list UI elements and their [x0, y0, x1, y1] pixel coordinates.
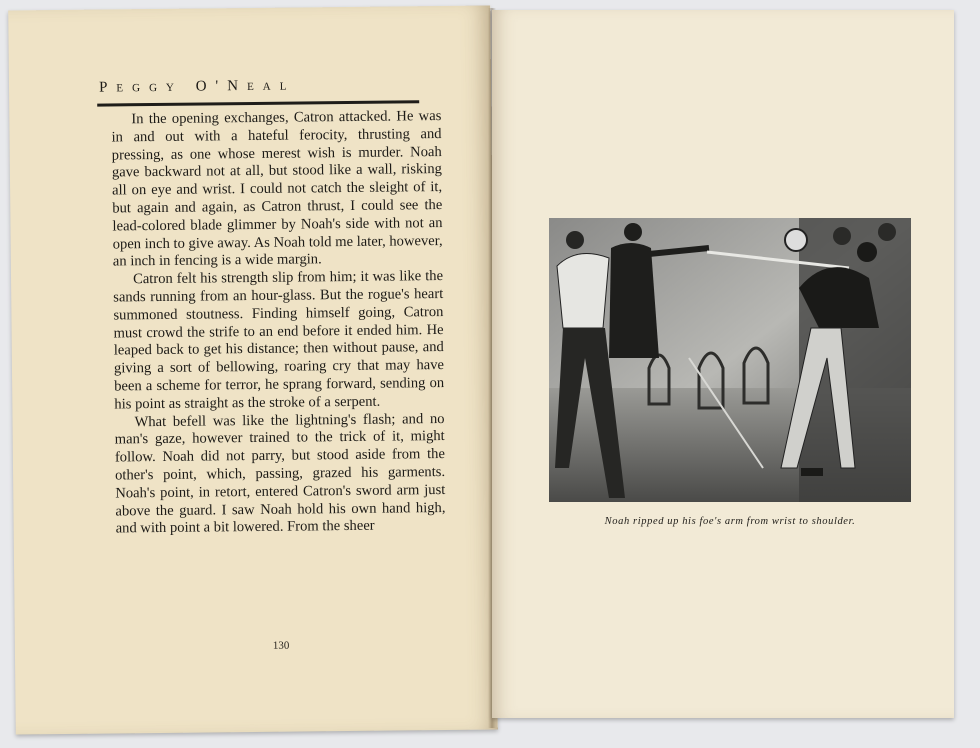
page-body-text [111, 108, 445, 539]
paragraph: Catron felt his strength slip from him; it was like the sands running from an hour-glass. But the rogue's heart summoned stoutness. Finding himself going, Catron must crowd the strife to an end before it ended him. He leaped back to get his distance; then without pause, and giving a sort of bellowing, roaring cry that may have been a scheme for terror, he sprang forward, sending on his point as straight as the stroke of a serpent. [113, 268, 445, 413]
running-head-rule [97, 100, 419, 106]
paragraph: What befell was like the lightning's flash; and no man's gaze, however trained to the trick of it, might follow. Noah did not parry, but stood aside from the other's point, which, passing, grazed his garments. Noah's point, in retort, entered Catron's sword arm just above the guard. I saw Noah hold his own hand high, and with point a bit lowered. From the sheer [114, 410, 446, 537]
illustration-caption: Noah ripped up his foe's arm from wrist to shoulder. [604, 516, 856, 527]
page-number: 130 [272, 639, 290, 652]
running-head: Peggy O'Neal [98, 77, 296, 96]
fencing-illustration [549, 218, 911, 502]
left-page [8, 5, 498, 734]
wall-portrait [785, 229, 807, 251]
paragraph: In the opening exchanges, Catron attacked. He was in and out with a hateful ferocity, thrusting and pressing, as one whose merest wish is murder. Noah gave backward not at all, but stood like a wall, risking all on eye and wrist. I could not catch the sleight of it, but again and again, as Catron thrust, I could see the lead-colored blade glimmer by Noah's side with not an open inch to give away. As Noah told me later, however, an inch in fencing is a wide margin. [111, 108, 443, 270]
